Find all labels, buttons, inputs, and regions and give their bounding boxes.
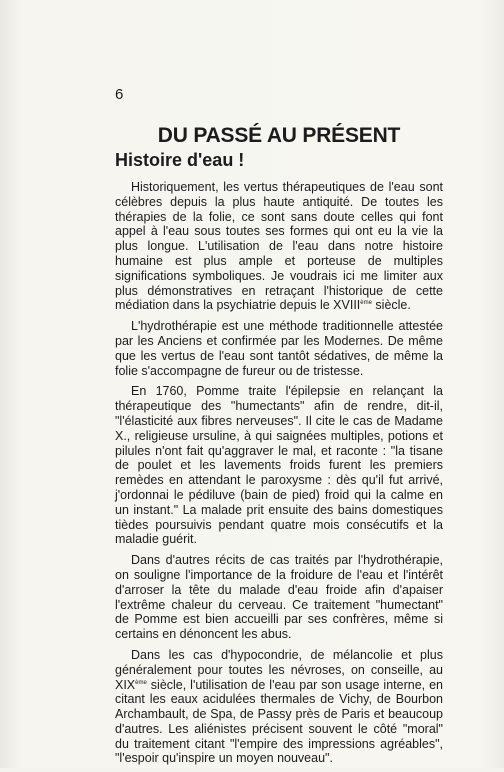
paragraph: Dans les cas d'hypocondrie, de mélancolie et plus généralement pour toutes les névroses, on conseille, au XIXème siècle, l'utilisation de l'eau par son usage interne, en citant les eaux acidulées thermales de Vichy, de Bourbon Archambault, de Spa, de Passy près de Paris et beaucoup d'autres. Les aliénistes précisent souvent le côté "moral" du traitement citant "l'empire des impressions agréables", "l'espoir qu'inspire un moyen nouveau". [115, 647, 443, 766]
chapter-title: DU PASSÉ AU PRÉSENT [157, 124, 401, 147]
paragraph: Dans d'autres récits de cas traités par l'hydrothérapie, on souligne l'importance de la froidure de l'eau et l'intérêt d'arroser la tête du malade d'eau froide afin d'apaiser l'extrême chaleur du cerveau. Ce traitement "humectant" de Pomme est bien accueilli par ses confrères, même si certains en dénoncent les abus. [115, 553, 443, 642]
paragraph: Historiquement, les vertus thérapeutiques de l'eau sont célèbres depuis la plus haute antiquité. De toutes les thérapies de la folie, ce sont sans doute celles qui font appel à l'eau sous toutes ses formes qui ont eu la vie la plus longue. L'utilisation de l'eau dans notre histoire humaine est plus ample et porteuse de multiples significations symboliques. Je voudrais ici me limiter aux plus démonstratives en retraçant l'historique de cette médiation dans la psychiatrie depuis le XVIIIème siècle. [115, 180, 443, 313]
paragraph: En 1760, Pomme traite l'épilepsie en relançant la thérapeutique des "humectants" afin de rendre, dit-il, "l'élasticité aux fibres nerveuses". Il cite le cas de Madame X., religieuse ursuline, à qui saignées multiples, potions et pilules n'ont fait qu'aggraver le mal, et raconte : "la tisane de poulet et les lavements froids furent les premiers remèdes en attendant le paroxysme : dès qu'il fut arrivé, j'ordonnai le pédiluve (bain de pied) froid qui la calme en un instant." La malade prit ensuite des bains domestiques tièdes poursuivis pendant quatre mois consécutifs et la maladie guérit. [115, 384, 443, 547]
body-text [115, 180, 443, 772]
page-number: 6 [115, 86, 124, 103]
section-title: Histoire d'eau ! [115, 150, 245, 170]
paragraph: L'hydrothérapie est une méthode traditionnelle attestée par les Anciens et confirmée par les Modernes. De même que les vertus de l'eau sont tantôt sédatives, de même la folie s'accompagne de fureur ou de tristesse. [115, 319, 443, 378]
